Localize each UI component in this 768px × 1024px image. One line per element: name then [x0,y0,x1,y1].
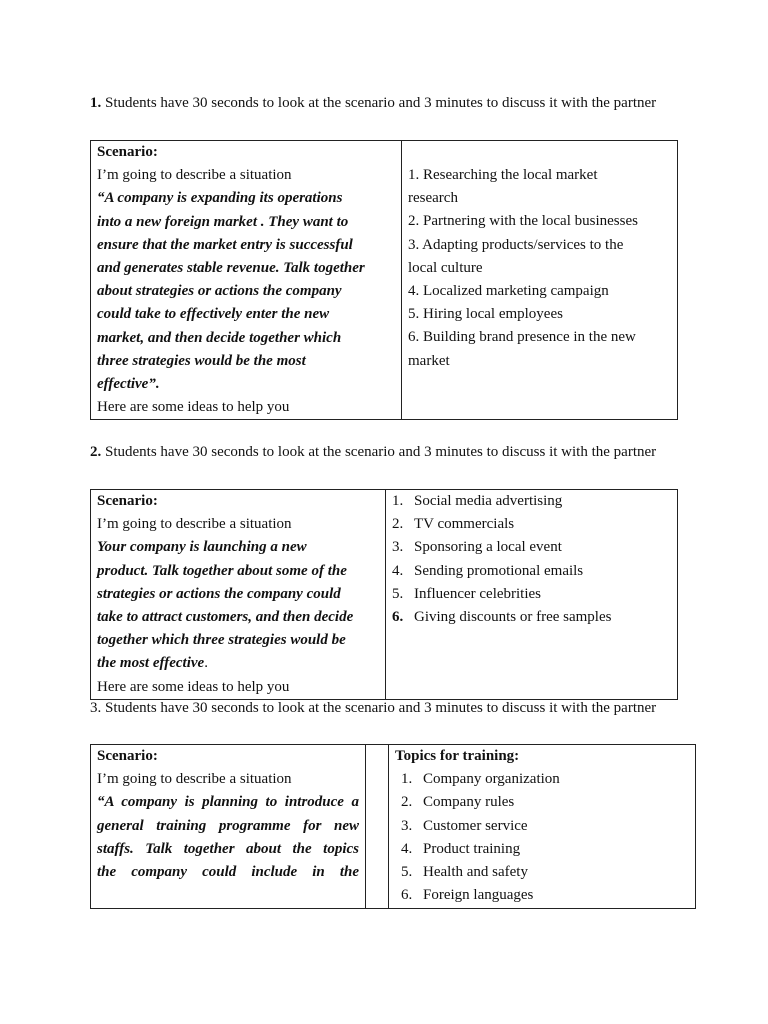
scenario-line: ensure that the market entry is successful [97,236,353,253]
item-number: 5. [392,585,404,602]
idea-line: research [408,190,458,207]
item-text: TV commercials [414,516,515,533]
list-item [392,536,671,559]
list-item [392,513,671,536]
section-2-ideas-list [392,490,671,629]
scenario-line: “A company is planning to introduce a [97,794,359,811]
topics-heading: Topics for training: [395,748,520,764]
list-item [395,791,689,814]
scenario-heading: Scenario: [97,493,158,509]
list-item [392,560,671,583]
list-item [395,884,689,907]
item-number: 1. [392,493,404,509]
item-number: 4. [392,562,404,579]
idea-line: 1. Researching the local market [408,167,598,183]
idea-line: 3. Adapting products/services to the [408,236,624,253]
list-item [395,768,689,791]
item-text: Sponsoring a local event [414,539,562,556]
scenario-lead: I’m going to describe a situation [97,771,292,788]
section-3-spacer-cell [366,745,389,909]
scenario-lead: I’m going to describe a situation [97,516,292,533]
scenario-line: into a new foreign market . They want to [97,213,349,230]
item-text: Company rules [423,794,515,811]
scenario-line: effective”. [97,376,160,393]
section-3-table [90,744,696,909]
item-text: Company organization [423,771,560,788]
item-number: 2. [392,516,404,533]
list-item [392,583,671,606]
scenario-line: together which three strategies would be [97,632,346,649]
list-item [395,861,689,884]
idea-line: local culture [408,259,483,276]
section-2-scenario-cell [91,490,386,700]
item-number: 4. [401,840,413,857]
item-number: 6. [401,887,413,904]
scenario-line: “A company is expanding its operations [97,190,343,207]
item-number: 2. [401,794,413,811]
section-1-table [90,140,678,420]
section-3-topics-cell [389,745,696,909]
scenario-line-text: the most effective [97,655,205,672]
scenario-line: and generates stable revenue. Talk together [97,260,365,277]
scenario-line-last [97,652,379,675]
scenario-line: product. Talk together about some of the [97,562,347,579]
scenario-lead: I’m going to describe a situation [97,167,292,184]
section-3-scenario-cell [91,745,366,909]
list-item [392,490,671,513]
item-text: Social media advertising [414,493,563,509]
item-number: 6. [392,609,404,626]
item-number: 5. [401,864,413,881]
scenario-heading: Scenario: [97,144,158,160]
section-1-intro-text: Students have 30 seconds to look at the scenario and 3 minutes to discuss it with the partner [105,95,657,111]
scenario-footer: Here are some ideas to help you [97,399,290,416]
list-item [395,815,689,838]
item-text: Customer service [423,817,528,834]
scenario-line: the company could include in the [97,864,359,881]
list-item [392,606,671,629]
scenario-line: three strategies would be the most [97,352,306,369]
section-1-ideas-cell [402,141,678,420]
section-3-intro-text: 3. Students have 30 seconds to look at the scenario and 3 minutes to discuss it with the partner [90,700,657,716]
item-text: Giving discounts or free samples [414,609,612,626]
idea-line: 5. Hiring local employees [408,306,563,323]
scenario-end-punct: . [204,655,208,672]
item-text: Health and safety [423,864,528,881]
scenario-line: about strategies or actions the company [97,283,342,300]
item-text: Foreign languages [423,887,534,904]
section-2-intro-text: Students have 30 seconds to look at the scenario and 3 minutes to discuss it with the partner [105,444,657,460]
idea-line: 6. Building brand presence in the new [408,329,636,346]
section-1-number: 1. [90,95,102,111]
section-3-topics-list [395,768,689,907]
scenario-line: staffs. Talk together about the topics [97,840,359,857]
item-text: Influencer celebrities [414,585,542,602]
section-2-ideas-cell [386,490,678,700]
scenario-line: market, and then decide together which [97,329,342,346]
idea-line: market [408,352,450,369]
item-number: 3. [401,817,413,834]
scenario-line: Your company is launching a new [97,539,307,556]
scenario-line: strategies or actions the company could [97,585,341,602]
scenario-heading: Scenario: [97,748,158,764]
section-1-scenario-cell [91,141,402,420]
section-1-instructions [90,92,690,115]
section-2-instructions [90,441,690,464]
scenario-line: general training programme for new [97,817,359,834]
item-number: 3. [392,539,404,556]
idea-line: 4. Localized marketing campaign [408,283,609,300]
item-text: Sending promotional emails [414,562,584,579]
idea-line: 2. Partnering with the local businesses [408,213,638,230]
scenario-line: could take to effectively enter the new [97,306,330,323]
scenario-footer: Here are some ideas to help you [97,678,290,695]
item-text: Product training [423,840,521,857]
list-item [395,838,689,861]
scenario-line: take to attract customers, and then decide [97,609,354,626]
section-2-table [90,489,678,700]
section-3-instructions [90,697,690,720]
item-number: 1. [401,771,413,788]
section-2-number: 2. [90,444,102,460]
